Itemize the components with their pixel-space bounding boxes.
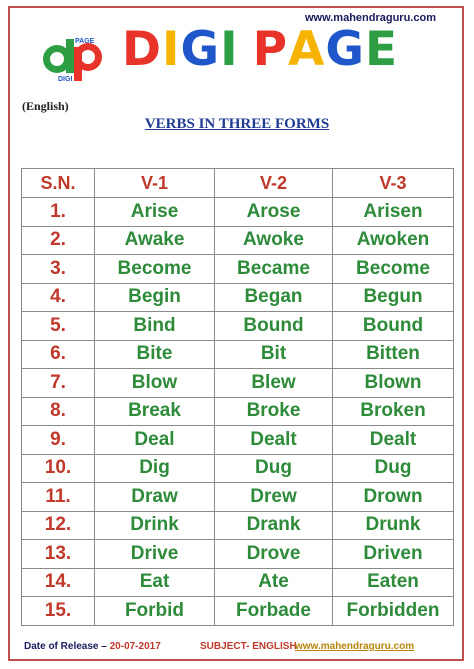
verb-form-cell-v1: Awake — [95, 226, 215, 255]
verb-form-cell-v2: Began — [215, 283, 333, 312]
serial-number-cell: 2. — [22, 226, 95, 255]
verb-form-cell-v2: Broke — [215, 397, 333, 426]
column-header-v1: V-1 — [95, 169, 215, 198]
logo-text-bottom: DIGI — [58, 76, 73, 83]
title-letter: I — [220, 22, 239, 77]
verb-form-cell-v2: Ate — [215, 568, 333, 597]
column-header-v2: V-2 — [215, 169, 333, 198]
serial-number-cell: 13. — [22, 540, 95, 569]
verb-form-cell-v3: Bound — [333, 312, 454, 341]
table-row — [22, 540, 454, 569]
verb-form-cell-v2: Dealt — [215, 426, 333, 455]
verb-form-cell-v1: Break — [95, 397, 215, 426]
serial-number-cell: 1. — [22, 198, 95, 227]
table-row — [22, 255, 454, 284]
table-row — [22, 483, 454, 512]
section-heading-text: VERBS IN THREE FORMS — [144, 116, 330, 132]
digi-page-logo-icon — [40, 33, 110, 83]
verb-form-cell-v2: Drank — [215, 511, 333, 540]
verb-form-cell-v1: Drink — [95, 511, 215, 540]
verb-form-cell-v3: Arisen — [333, 198, 454, 227]
serial-number-cell: 11. — [22, 483, 95, 512]
footer — [24, 641, 454, 652]
table-row — [22, 369, 454, 398]
verb-form-cell-v1: Bind — [95, 312, 215, 341]
verb-form-cell-v1: Draw — [95, 483, 215, 512]
table-header-row — [22, 169, 454, 198]
table-row — [22, 597, 454, 626]
verb-form-cell-v3: Become — [333, 255, 454, 284]
subject-tag: (English) — [22, 99, 69, 113]
table-row — [22, 511, 454, 540]
serial-number-cell: 14. — [22, 568, 95, 597]
verb-form-cell-v1: Deal — [95, 426, 215, 455]
title-letter: D — [122, 22, 163, 77]
page-title — [122, 22, 398, 77]
verb-form-cell-v3: Begun — [333, 283, 454, 312]
serial-number-cell: 4. — [22, 283, 95, 312]
table-row — [22, 340, 454, 369]
verb-form-cell-v3: Forbidden — [333, 597, 454, 626]
serial-number-cell: 5. — [22, 312, 95, 341]
serial-number-cell: 8. — [22, 397, 95, 426]
title-letter: I — [162, 22, 181, 77]
verb-form-cell-v2: Forbade — [215, 597, 333, 626]
footer-subject: SUBJECT- ENGLISH — [200, 641, 297, 652]
verb-form-cell-v1: Arise — [95, 198, 215, 227]
title-letter: G — [325, 22, 365, 77]
column-header-sn: S.N. — [22, 169, 95, 198]
serial-number-cell: 3. — [22, 255, 95, 284]
verb-form-cell-v1: Begin — [95, 283, 215, 312]
verb-form-cell-v2: Became — [215, 255, 333, 284]
verb-form-cell-v2: Arose — [215, 198, 333, 227]
footer-release-label: Date of Release – — [24, 641, 110, 652]
verb-form-cell-v2: Dug — [215, 454, 333, 483]
table-row — [22, 454, 454, 483]
table-row — [22, 426, 454, 455]
verb-form-cell-v3: Dug — [333, 454, 454, 483]
verb-form-cell-v2: Drove — [215, 540, 333, 569]
verb-form-cell-v2: Drew — [215, 483, 333, 512]
serial-number-cell: 12. — [22, 511, 95, 540]
verb-form-cell-v3: Driven — [333, 540, 454, 569]
section-heading — [0, 116, 474, 133]
verb-form-cell-v2: Bit — [215, 340, 333, 369]
title-letter: P — [252, 22, 289, 77]
verb-form-cell-v1: Become — [95, 255, 215, 284]
verb-form-cell-v3: Awoken — [333, 226, 454, 255]
table-row — [22, 397, 454, 426]
column-header-v3: V-3 — [333, 169, 454, 198]
footer-website-link[interactable]: www.mahendraguru.com — [295, 641, 415, 652]
header-website: www.mahendraguru.com — [304, 12, 436, 24]
serial-number-cell: 7. — [22, 369, 95, 398]
verb-form-cell-v1: Bite — [95, 340, 215, 369]
title-letter: G — [180, 22, 221, 77]
verb-form-cell-v1: Forbid — [95, 597, 215, 626]
title-letter: E — [365, 22, 399, 77]
serial-number-cell: 10. — [22, 454, 95, 483]
verb-form-cell-v1: Eat — [95, 568, 215, 597]
table-row — [22, 198, 454, 227]
verb-form-cell-v3: Blown — [333, 369, 454, 398]
footer-release-date: 20-07-2017 — [109, 641, 161, 652]
serial-number-cell: 9. — [22, 426, 95, 455]
logo-text-top: PAGE — [75, 38, 95, 45]
verb-form-cell-v3: Drunk — [333, 511, 454, 540]
verb-form-cell-v2: Bound — [215, 312, 333, 341]
verb-form-cell-v3: Bitten — [333, 340, 454, 369]
verb-form-cell-v1: Blow — [95, 369, 215, 398]
verb-form-cell-v2: Awoke — [215, 226, 333, 255]
table-row — [22, 226, 454, 255]
verb-form-cell-v3: Dealt — [333, 426, 454, 455]
verb-form-cell-v3: Eaten — [333, 568, 454, 597]
verb-form-cell-v3: Broken — [333, 397, 454, 426]
verb-form-cell-v1: Dig — [95, 454, 215, 483]
verbs-table — [21, 168, 454, 626]
serial-number-cell: 15. — [22, 597, 95, 626]
serial-number-cell: 6. — [22, 340, 95, 369]
verb-form-cell-v2: Blew — [215, 369, 333, 398]
verb-form-cell-v3: Drown — [333, 483, 454, 512]
verb-form-cell-v1: Drive — [95, 540, 215, 569]
table-row — [22, 283, 454, 312]
table-row — [22, 312, 454, 341]
title-letter: A — [288, 22, 326, 77]
table-row — [22, 568, 454, 597]
